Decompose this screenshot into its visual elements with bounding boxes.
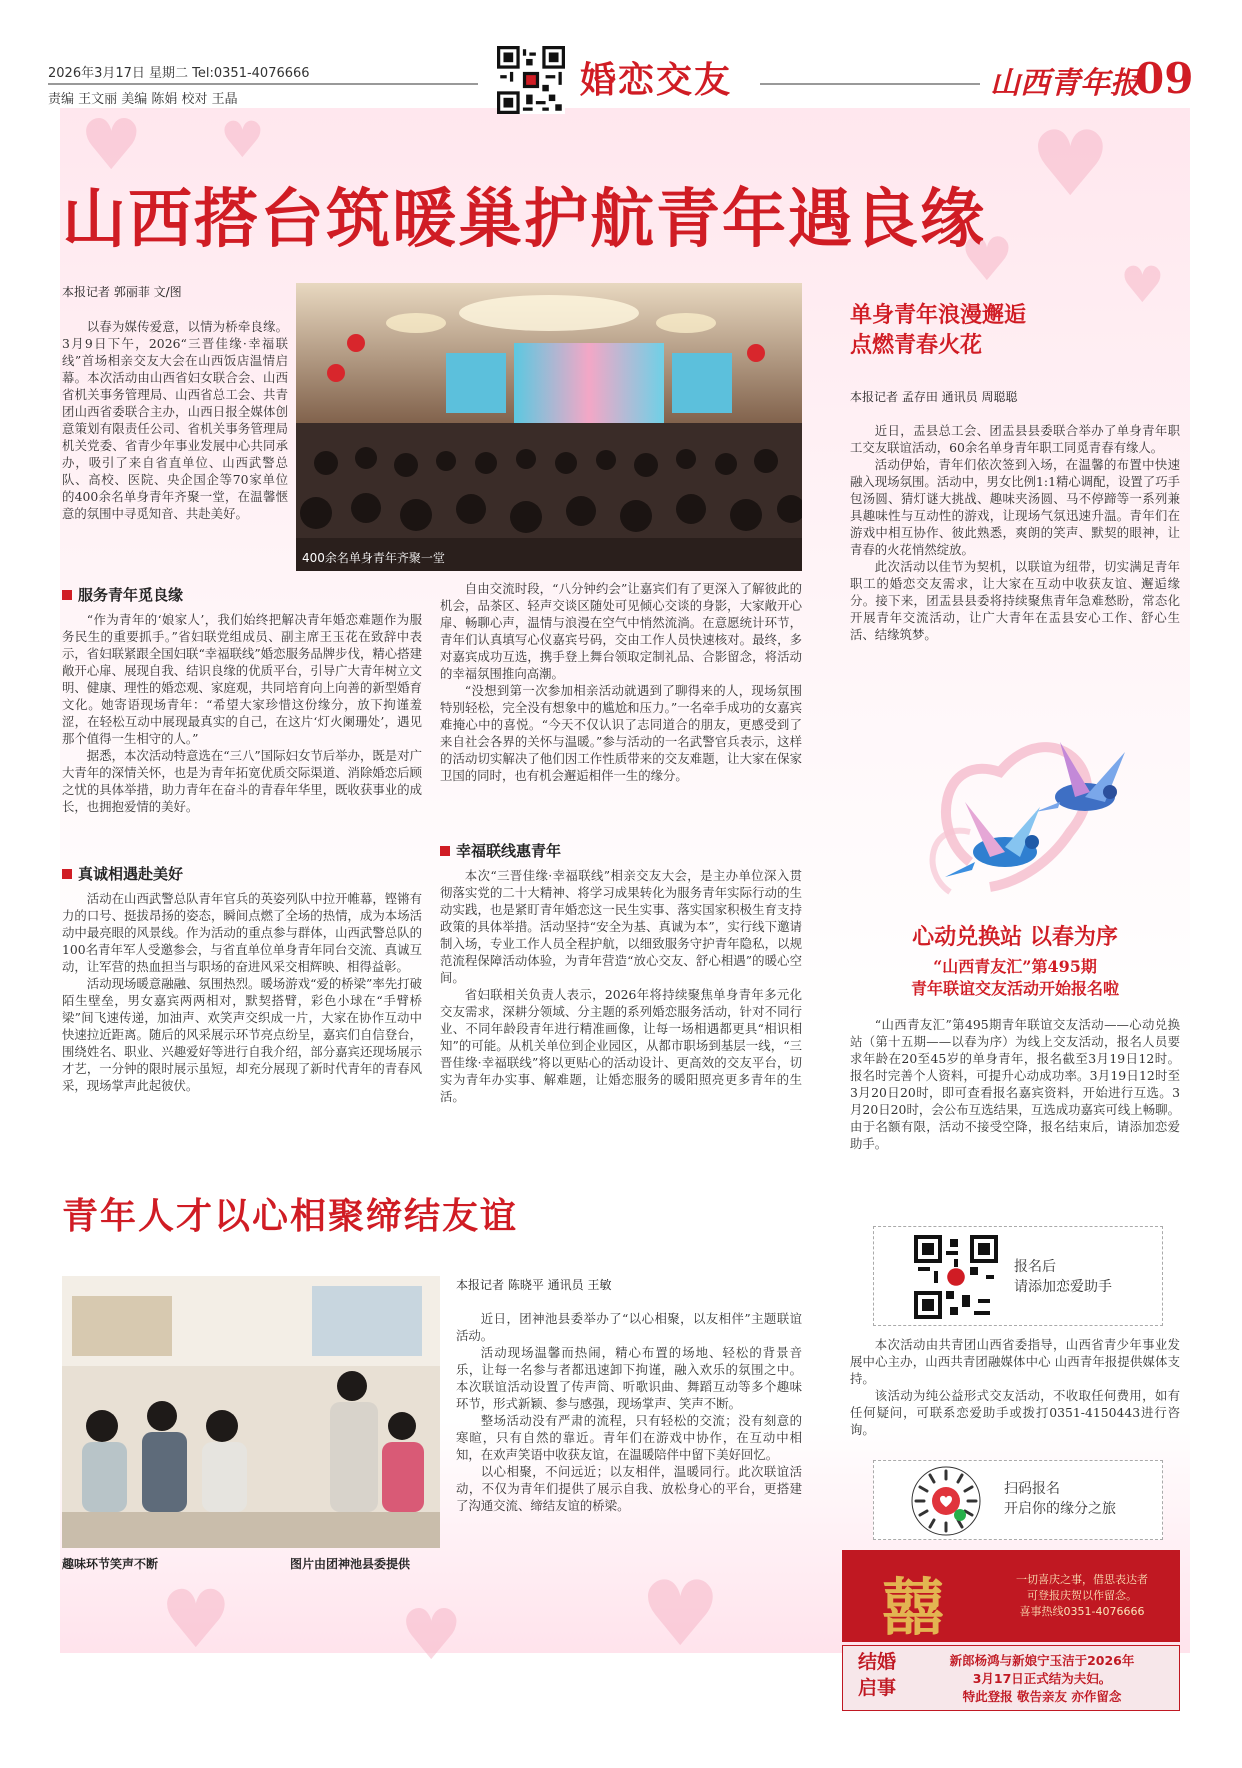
qr2-text (1004, 1479, 1116, 1519)
article4-title: 青年人才以心相聚缔结友谊 (62, 1195, 519, 1237)
paragraph: 省妇联相关负责人表示，2026年将持续聚焦单身青年多元化交友需求，深耕分领域、分主题的系列婚恋服务活动，针对不同行业、不同年龄段青年进行精准画像，让每一场相遇都更具“相识相知”的可能。从机关单位到企业园区，从都市职场到基层一线，“三晋佳缘·幸福联线”将以更贴心的活动设计、更高效的交友平台，切实为青年办实事、解难题，让婚恋服务的暖阳照亮更多青年的生活。 (440, 987, 802, 1104)
party-photo-image (62, 1276, 440, 1548)
bullet-square-icon (62, 590, 72, 600)
heart-icon: ♥ (160, 1573, 232, 1666)
article2-body (850, 422, 1180, 643)
heart-icon: ♥ (960, 225, 1014, 295)
notice-line3: 特此登报 敬告亲友 亦作留念 (962, 1689, 1122, 1704)
article2-byline: 本报记者 孟存田 通讯员 周聪聪 (850, 390, 1018, 404)
paragraph: 本次活动由共青团山西省委指导，山西省青少年事业发展中心主办，山西共青团融媒体中心 山西青年报提供媒体支持。 (850, 1337, 1180, 1386)
event-photo-image (296, 283, 802, 571)
article3-subtitle-line1: “山西青友汇”第495期 (933, 957, 1097, 976)
label-line2: 启事 (857, 1677, 896, 1699)
subheading-2-text: 真诚相遇赴美好 (78, 865, 184, 883)
signup-assistant-qr-box (873, 1226, 1163, 1326)
paragraph: 整场活动没有严肃的流程，只有轻松的交流；没有刻意的寒暄，只有自然的靠近。青年们在游戏中协作，在互动中相知，在欢声笑语中收获友谊，在温暖陪伴中留下美好回忆。 (456, 1413, 802, 1462)
header-date: 2026年3月17日 星期二 Tel:0351-4076666 (48, 66, 310, 81)
article3-subtitle (850, 956, 1180, 1000)
paragraph: “作为青年的‘娘家人’，我们始终把解决青年婚恋难题作为服务民生的重要抓手。”省妇联党组成员、副主席王玉花在致辞中表示，省妇联紧跟全国妇联“幸福联线”婚恋服务品牌步伐，精心搭建敞开心扉、展现自我、结识良缘的优质平台，引导广大青年树立文明、健康、理性的婚恋观、家庭观，共同培育向上向善的新型婚育文化。她寄语现场青年：“希望大家珍惜这份缘分，放下拘谨羞涩，在轻松互动中展现最真实的自己，在这片‘灯火阑珊处’，遇见那个值得一生相守的人。” (62, 612, 422, 746)
article2-title (850, 300, 1026, 360)
heart-icon: ♥ (1030, 112, 1111, 217)
bullet-square-icon (62, 869, 72, 879)
article1-byline: 本报记者 郭丽菲 文/图 (62, 285, 182, 299)
article1-col1-block1 (62, 611, 422, 815)
qr-code-icon[interactable] (914, 1235, 998, 1319)
wechat-mini-program-code-icon[interactable] (910, 1465, 982, 1537)
paragraph: 此次活动以佳节为契机，以联谊为纽带，切实满足青年职工的婚恋交友需求，让大家在互动中收获友谊、邂逅缘分。接下来，团盂县县委将持续聚焦青年急难愁盼，常态化开展青年交流活动，让广大青年在盂县安心工作、舒心生活、结缘筑梦。 (850, 559, 1180, 642)
wedding-notice-label (850, 1649, 904, 1705)
ad-line1: 一切喜庆之事，借思表达者 (1016, 1573, 1148, 1586)
article1-intro (62, 318, 288, 522)
wedding-ad-text (992, 1572, 1172, 1620)
photo-credit: 图片由团神池县委提供 (290, 1557, 411, 1571)
section-name: 婚恋交友 (580, 59, 733, 101)
header-rule-left (48, 83, 478, 85)
article2-title-line2: 点燃青春火花 (850, 332, 983, 358)
header-staff: 责编 王文丽 美编 陈娟 校对 王晶 (48, 92, 238, 107)
lovebirds-illustration (910, 712, 1150, 922)
article4-byline: 本报记者 陈晓平 通讯员 王敏 (456, 1278, 612, 1292)
article3-body2 (850, 1336, 1180, 1438)
wedding-ad-banner (842, 1550, 1180, 1642)
heart-icon: ♥ (220, 111, 265, 169)
signup-qr-box (873, 1460, 1163, 1540)
paragraph: 活动现场暖意融融、氛围热烈。暖场游戏“爱的桥梁”率先打破陌生壁垒，男女嘉宾两两相对，默契搭臂，彩色小球在“手臂桥梁”间飞速传递，加油声、欢笑声交织成一片，大家在协作互动中快速拉近距离。随后的风采展示环节亮点纷呈，嘉宾们自信登台，围绕姓名、职业、兴趣爱好等进行自我介绍，部分嘉宾还现场展示才艺，一分钟的限时展示虽短，却充分展现了新时代青年的青春风采，现场掌声此起彼伏。 (62, 976, 422, 1093)
subheading-2 (62, 863, 183, 884)
paragraph: “没想到第一次参加相亲活动就遇到了聊得来的人，现场氛围特别轻松，完全没有想象中的尴尬和压力。”一名牵手成功的女嘉宾难掩心中的喜悦。“今天不仅认识了志同道合的朋友，更感受到了来自社会各界的关怀与温暖。”参与活动的一名武警官兵表示，这样的活动切实解决了他们因工作性质带来的交友难题，让大家在保家卫国的同时，也有机会邂逅相伴一生的缘分。 (440, 683, 802, 783)
notice-line1: 新郎杨鸿与新娘宁玉洁于2026年 (949, 1653, 1135, 1668)
paragraph: 本次“三晋佳缘·幸福联线”相亲交友大会，是主办单位深入贯彻落实党的二十大精神、将学习成果转化为服务青年实际行动的生动实践，也是紧盯青年婚恋这一民生实事、落实国家积极生育支持政策的具体举措。活动坚持“安全为基、真诚为本”，实行线下邀请制入场，专业工作人员全程护航，以细致服务守护青年隐私，以规范流程保障活动体验，为青年营造“放心交友、舒心相遇”的暖心空间。 (440, 868, 802, 985)
bullet-square-icon (440, 846, 450, 856)
paragraph: 近日，团神池县委举办了“以心相聚，以友相伴”主题联谊活动。 (456, 1311, 802, 1343)
paragraph: 该活动为纯公益形式交友活动，不收取任何费用，如有任何疑问，可联系恋爱助手或拨打0351-4150443进行咨询。 (850, 1388, 1180, 1437)
photo-caption-left: 趣味环节笑声不断 (62, 1557, 159, 1571)
qr-code-icon (497, 46, 565, 114)
subheading-3-text: 幸福联线惠青年 (456, 842, 562, 860)
article1-col1-block2 (62, 890, 422, 1094)
heart-icon: ♥ (80, 104, 143, 186)
article3-subtitle-line2: 青年联谊交友活动开始报名啦 (910, 979, 1119, 998)
ad-line3: 喜事热线0351-4076666 (1019, 1605, 1145, 1618)
page-number: 09 (1135, 54, 1194, 103)
paragraph: 自由交流时段，“八分钟约会”让嘉宾们有了更深入了解彼此的机会，品茶区、轻声交谈区随处可见倾心交谈的身影，大家敞开心扉、畅聊心声，温情与浪漫在空气中悄然流淌。在意愿统计环节，青年们认真填写心仪嘉宾号码，交由工作人员快速核对。最终，多对嘉宾成功互选，携手登上舞台领取定制礼品、合影留念，将活动的幸福氛围推向高潮。 (440, 581, 802, 681)
party-photo (62, 1276, 440, 1548)
ad-line2: 可登报庆贺以作留念。 (1027, 1589, 1137, 1602)
qr1-line1: 报名后 (1014, 1259, 1056, 1275)
qr2-line1: 扫码报名 (1004, 1481, 1060, 1497)
paragraph: “山西青友汇”第495期青年联谊交友活动——心动兑换站（第十五期——以春为序）为线上交友活动，报名人员要求年龄在20至45岁的单身青年，报名截至3月19日12时。报名时完善个人资料，可提升心动成功率。3月19日12时至3月20日20时，即可查看报名嘉宾资料，开始进行互选。3月20日20时，会公布互选结果，互选成功嘉宾可线上畅聊。由于名额有限，活动不接受空降，报名结束后，请添加恋爱助手。 (850, 1017, 1180, 1151)
article3-body (850, 1016, 1180, 1152)
article3-title: 心动兑换站 以春为序 (912, 925, 1118, 950)
heart-icon: ♥ (400, 1594, 463, 1676)
subheading-3 (440, 840, 561, 861)
paragraph: 以心相聚，不问远近；以友相伴，温暖同行。此次联谊活动，不仅为青年们提供了展示自我、放松身心的平台，更搭建了沟通交流、缔结友谊的桥梁。 (456, 1464, 802, 1513)
subheading-1-text: 服务青年觅良缘 (78, 586, 184, 604)
article1-col2-block1 (440, 580, 802, 784)
paragraph: 活动在山西武警总队青年官兵的英姿列队中拉开帷幕，铿锵有力的口号、挺拔昂扬的姿态，瞬间点燃了全场的热情，成为本场活动中最亮眼的风景线。作为活动的重点参与群体，山西武警总队的100名青年军人受邀参会，与省直单位单身青年同台交流、真诚互动，让军营的热血担当与职场的奋进风采交相辉映、相得益彰。 (62, 891, 422, 974)
article1-col2-block2 (440, 867, 802, 1105)
subheading-1 (62, 584, 183, 605)
paragraph: 活动现场温馨而热闹，精心布置的场地、轻松的背景音乐，让每一名参与者都迅速卸下拘谨，融入欢乐的氛围之中。本次联谊活动设置了传声筒、听歌识曲、舞蹈互动等多个趣味环节，形式新颖、参与感强，现场掌声、笑声不断。 (456, 1345, 802, 1411)
double-happiness-icon: 囍 (882, 1571, 945, 1644)
article4-body (456, 1310, 802, 1514)
paragraph: 近日，盂县总工会、团盂县县委联合举办了单身青年职工交友联谊活动，60余名单身青年职工同觅青春有缘人。 (850, 423, 1180, 455)
notice-line2: 3月17日正式结为夫妇。 (972, 1671, 1112, 1686)
qr1-line2: 请添加恋爱助手 (1014, 1279, 1112, 1295)
qr1-text (1014, 1257, 1112, 1297)
paragraph: 活动伊始，青年们依次签到入场，在温馨的布置中快速融入现场氛围。活动中，男女比例1:1精心调配，设置了巧手包汤圆、猜灯谜大挑战、趣味夹汤圆、马不停蹄等一系列兼具趣味性与互动性的游戏，让现场气氛迅速升温。青年们在游戏中相互协作、彼此熟悉，爽朗的笑声、默契的眼神，让青春的火花悄然绽放。 (850, 457, 1180, 557)
heart-icon: ♥ (640, 1562, 721, 1667)
newspaper-logo: 山西青年报 (990, 66, 1140, 101)
main-headline: 山西搭台筑暖巢护航青年遇良缘 (62, 182, 986, 257)
header-rule-right (760, 83, 980, 85)
article1-intro-text: 以春为媒传爱意，以情为桥牵良缘。3月9日下午，2026“三晋佳缘·幸福联线”首场相亲交友大会在山西饭店温情启幕。本次活动由山西省妇女联合会、山西省机关事务管理局、山西省总工会、共青团山西省委联合主办，山西日报全媒体创意策划有限责任公司、省机关事务管理局机关党委、省青少年事业发展中心共同承办，吸引了来自省直单位、山西武警总队、高校、医院、央企国企等70家单位的400余名单身青年齐聚一堂，在温馨惬意的氛围中寻觅知音、共赴美好。 (62, 319, 288, 521)
event-photo (296, 283, 802, 571)
heart-icon: ♥ (1120, 256, 1165, 314)
qr2-line2: 开启你的缘分之旅 (1004, 1501, 1116, 1517)
paragraph: 据悉，本次活动特意选在“三八”国际妇女节后举办，既是对广大青年的深情关怀，也是为青年拓宽优质交际渠道、消除婚恋后顾之忧的具体举措，助力青年在奋斗的青春年华里，既收获事业的成长，也拥抱爱情的美好。 (62, 748, 422, 814)
event-photo-caption: 400余名单身青年齐聚一堂 (302, 551, 445, 565)
article2-title-line1: 单身青年浪漫邂逅 (850, 302, 1027, 328)
label-line1: 结婚 (857, 1651, 896, 1673)
wedding-notice-text (908, 1652, 1176, 1706)
